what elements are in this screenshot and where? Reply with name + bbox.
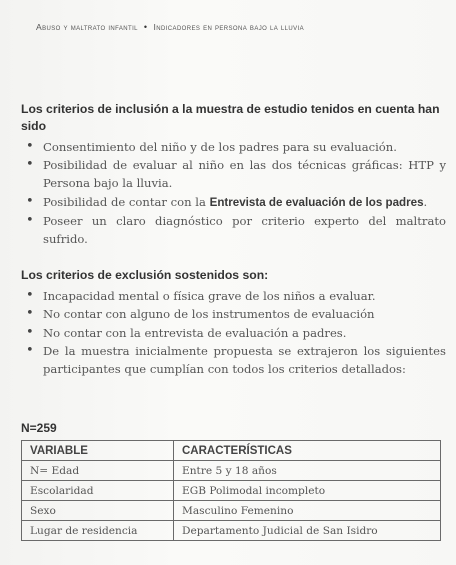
exclusion-heading: Los criterios de exclusión sostenidos son: [21, 268, 269, 283]
inline-text: . [423, 194, 428, 209]
inclusion-heading: Los criterios de inclusión a la muestra de estudio tenidos en cuenta han sido [21, 102, 440, 133]
list-item: • De la muestra inicialmente propuesta se extrajeron los siguientes participantes que cumplían con todos los criterios detallados: [21, 342, 446, 378]
header-right: Indicadores en persona bajo la lluvia [153, 22, 304, 32]
table-cell: Departamento Judicial de San Isidro [174, 521, 441, 541]
list-item: • Consentimiento del niño y de los padres para su evaluación. [21, 138, 446, 156]
table-cell: Lugar de residencia [22, 521, 174, 541]
column-header: CARACTERÍSTICAS [174, 441, 441, 461]
table-cell: EGB Polimodal incompleto [174, 481, 441, 501]
table-cell: Escolaridad [22, 481, 174, 501]
table-row [22, 461, 441, 481]
sample-size-label: N=259 [21, 421, 57, 435]
table-row [22, 521, 441, 541]
table-row [22, 481, 441, 501]
list-item [21, 193, 446, 212]
table-cell: Entre 5 y 18 años [174, 461, 441, 481]
list-item: • Poseer un claro diagnóstico por criterio experto del maltrato sufrido. [21, 212, 446, 248]
running-header [36, 22, 304, 32]
inline-text: Posibilidad de contar con la [43, 194, 210, 209]
header-left: Abuso y maltrato infantil [36, 22, 138, 32]
list-item: • Incapacidad mental o física grave de los niños a evaluar. [21, 287, 446, 305]
sample-table [21, 440, 441, 541]
list-item: • No contar con alguno de los instrumentos de evaluación [21, 305, 446, 323]
table-cell: Masculino Femenino [174, 501, 441, 521]
table-row [22, 501, 441, 521]
list-item: • Posibilidad de evaluar al niño en las dos técnicas gráficas: HTP y Persona bajo la lluvia. [21, 156, 446, 192]
table-header-row [22, 441, 441, 461]
table-cell: Sexo [22, 501, 174, 521]
body-content [21, 101, 446, 378]
bold-term: Entrevista de evaluación de los padres [209, 195, 424, 209]
list-item: • No contar con la entrevista de evaluación a padres. [21, 324, 446, 342]
table-cell: N= Edad [22, 461, 174, 481]
column-header: VARIABLE [22, 441, 174, 461]
exclusion-list [21, 287, 446, 378]
inclusion-list [21, 138, 446, 248]
header-separator: • [143, 22, 148, 32]
